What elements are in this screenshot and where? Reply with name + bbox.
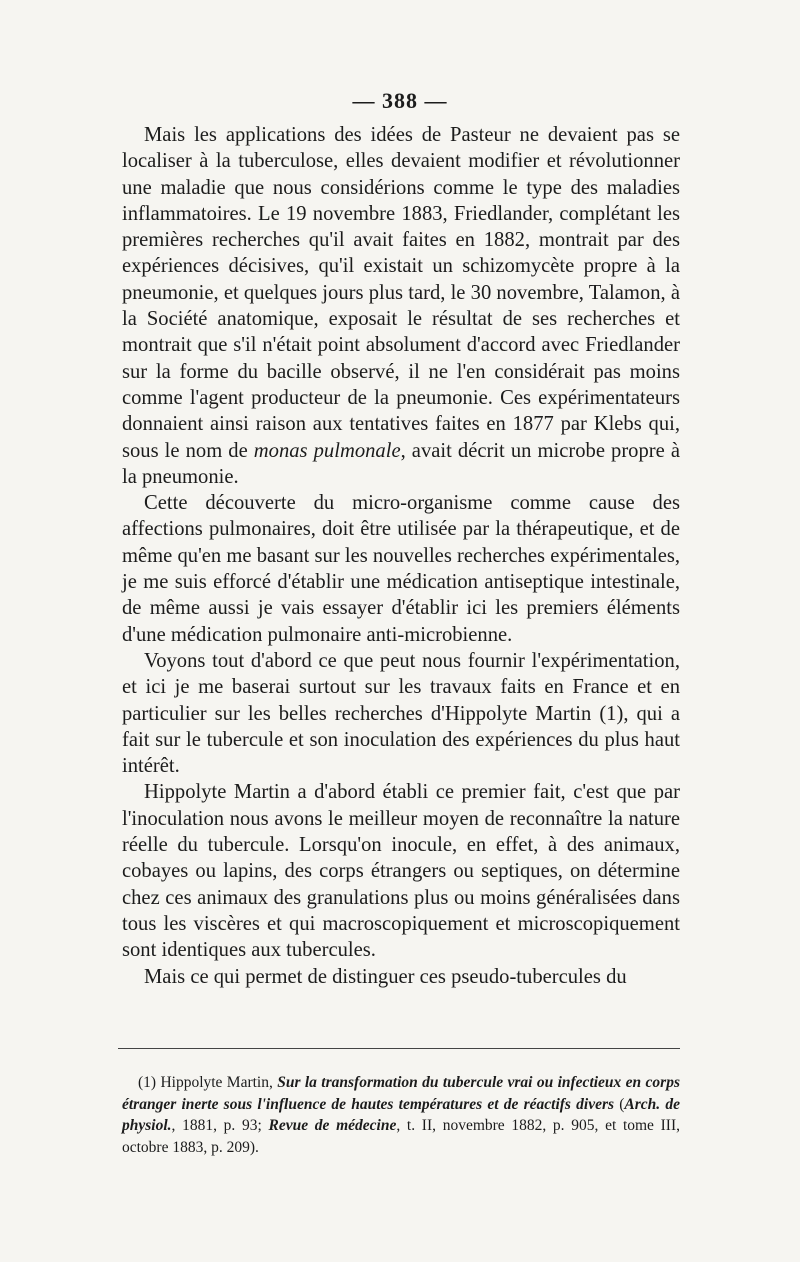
footnote-divider xyxy=(118,1048,680,1049)
paragraph-3 xyxy=(122,648,680,779)
paragraph-5-text: Mais ce qui permet de distinguer ces pseudo-tubercules du xyxy=(144,965,627,988)
paragraph-5 xyxy=(122,964,680,990)
paragraph-1-text: Mais les applications des idées de Pasteur ne devaient pas se localiser à la tuberculose, elles devaient modifier et révolutionner une maladie que nous considérions comme le type des maladies inflammatoires. Le 19 novembre 1883, Friedlander, complétant les premières recherches qu'il avait faites en 1882, montrait par des expériences décisives, qu'il existait un schizomycète propre à la pneumonie, et quelques jours plus tard, le 30 novembre, Talamon, à la Société anatomique, exposait le résultat de ses recherches et montrait que s'il n'était point absolument d'accord avec Friedlander sur la forme du bacille observé, il ne l'en considérait pas moins comme l'agent producteur de la pneumonie. Ces expérimentateurs donnaient ainsi raison aux tentatives faites en 1877 par Klebs qui, sous le nom de xyxy=(122,124,680,462)
footnote-journal-1: Arch. de physiol. xyxy=(122,1095,680,1134)
page-number: — 388 — xyxy=(352,88,448,113)
paragraph-1-text-end: , avait décrit un microbe propre à la pneumonie. xyxy=(122,439,680,488)
footnote-journal-2: Revue de médecine xyxy=(268,1117,397,1134)
footnote-sep-2: , 1881, p. 93; xyxy=(171,1117,269,1134)
footnote-end: , t. II, novembre 1882, p. 905, et tome III, octobre 1883, p. 209). xyxy=(122,1117,680,1156)
footnote-title: Sur la transformation du tubercule vrai ou infectieux en corps étranger inerte sous l'influence de hautes températures et de réactifs divers xyxy=(122,1074,680,1113)
body-text xyxy=(122,122,680,990)
paragraph-2-text: Cette découverte du micro-organisme comme cause des affections pulmonaires, doit être utilisée par la thérapeutique, et de même qu'en me basant sur les nouvelles recherches expérimentales, je me suis efforcé d'établir une médication antiseptique intestinale, de même aussi je vais essayer d'établir ici les premiers éléments d'une médication pulmonaire anti-microbienne. xyxy=(122,492,680,646)
species-name: monas pulmonale xyxy=(253,439,401,462)
paragraph-4 xyxy=(122,779,680,963)
footnote-ref: (1) Hippolyte Martin, xyxy=(138,1074,278,1091)
paragraph-3-text: Voyons tout d'abord ce que peut nous fournir l'expérimentation, et ici je me baserai surtout sur les travaux faits en France et en particulier sur les belles recherches d'Hippolyte Martin (1), qui a fait sur le tubercule et son inoculation des expériences du plus haut intérêt. xyxy=(122,649,680,778)
paragraph-1 xyxy=(122,122,680,490)
footnote-paragraph xyxy=(122,1072,680,1158)
paragraph-4-text: Hippolyte Martin a d'abord établi ce premier fait, c'est que par l'inoculation nous avons le meilleur moyen de reconnaître la nature réelle du tubercule. Lorsqu'on inocule, en effet, à des animaux, cobayes ou lapins, des corps étrangers ou septiques, on détermine chez ces animaux des granulations plus ou moins généralisées dans tous les viscères et qui macroscopiquement et microscopiquement sont identiques aux tubercules. xyxy=(122,781,680,962)
footnote-sep-1: ( xyxy=(614,1095,625,1113)
paragraph-2 xyxy=(122,490,680,648)
footnote xyxy=(122,1072,680,1158)
